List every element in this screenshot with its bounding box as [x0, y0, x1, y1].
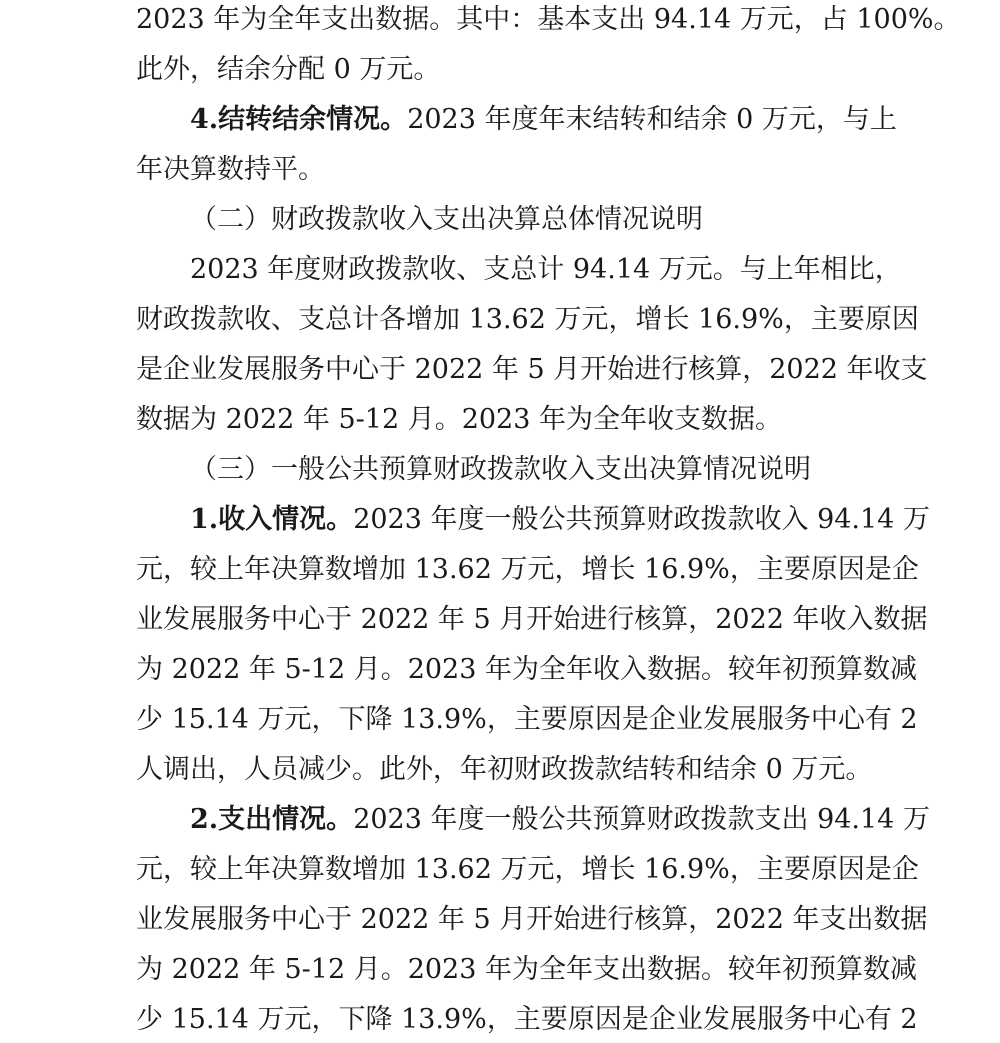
- paragraph-line: 4.结转结余情况。2023 年度年末结转和结余 0 万元，与上: [190, 104, 897, 135]
- paragraph-line: 2.支出情况。2023 年度一般公共预算财政拨款支出 94.14 万: [190, 804, 930, 835]
- subsection-heading: （二）财政拨款收入支出决算总体情况说明: [190, 204, 703, 235]
- paragraph-line: 业发展服务中心于 2022 年 5 月开始进行核算，2022 年收入数据: [136, 604, 928, 635]
- paragraph-line: 人调出，人员减少。此外，年初财政拨款结转和结余 0 万元。: [136, 754, 873, 785]
- paragraph-line: 元，较上年决算数增加 13.62 万元，增长 16.9%，主要原因是企: [136, 854, 919, 885]
- paragraph-line: 少 15.14 万元，下降 13.9%，主要原因是企业发展服务中心有 2: [136, 704, 918, 735]
- paragraph-line: 少 15.14 万元，下降 13.9%，主要原因是企业发展服务中心有 2: [136, 1004, 918, 1035]
- paragraph-line: 财政拨款收、支总计各增加 13.62 万元，增长 16.9%，主要原因: [136, 304, 919, 335]
- paragraph-line: 业发展服务中心于 2022 年 5 月开始进行核算，2022 年支出数据: [136, 904, 928, 935]
- section-heading: 1.收入情况。: [190, 504, 354, 535]
- paragraph-line: 此外，结余分配 0 万元。: [136, 54, 441, 85]
- paragraph-line: 1.收入情况。2023 年度一般公共预算财政拨款收入 94.14 万: [190, 504, 930, 535]
- paragraph-line: 2023 年度财政拨款收、支总计 94.14 万元。与上年相比，: [190, 254, 902, 285]
- paragraph-line: 是企业发展服务中心于 2022 年 5 月开始进行核算，2022 年收支: [136, 354, 928, 385]
- subsection-heading: （三）一般公共预算财政拨款收入支出决算情况说明: [190, 454, 811, 485]
- paragraph-line: 年决算数持平。: [136, 154, 325, 185]
- paragraph-line: 为 2022 年 5-12 月。2023 年为全年支出数据。较年初预算数减: [136, 954, 917, 985]
- paragraph-line: 2023 年为全年支出数据。其中：基本支出 94.14 万元，占 100%。: [136, 4, 961, 35]
- paragraph-line: 元，较上年决算数增加 13.62 万元，增长 16.9%，主要原因是企: [136, 554, 919, 585]
- paragraph-line: 数据为 2022 年 5-12 月。2023 年为全年收支数据。: [136, 404, 782, 435]
- paragraph-line: 为 2022 年 5-12 月。2023 年为全年收入数据。较年初预算数减: [136, 654, 917, 685]
- section-heading: 4.结转结余情况。: [190, 104, 408, 135]
- section-heading: 2.支出情况。: [190, 804, 354, 835]
